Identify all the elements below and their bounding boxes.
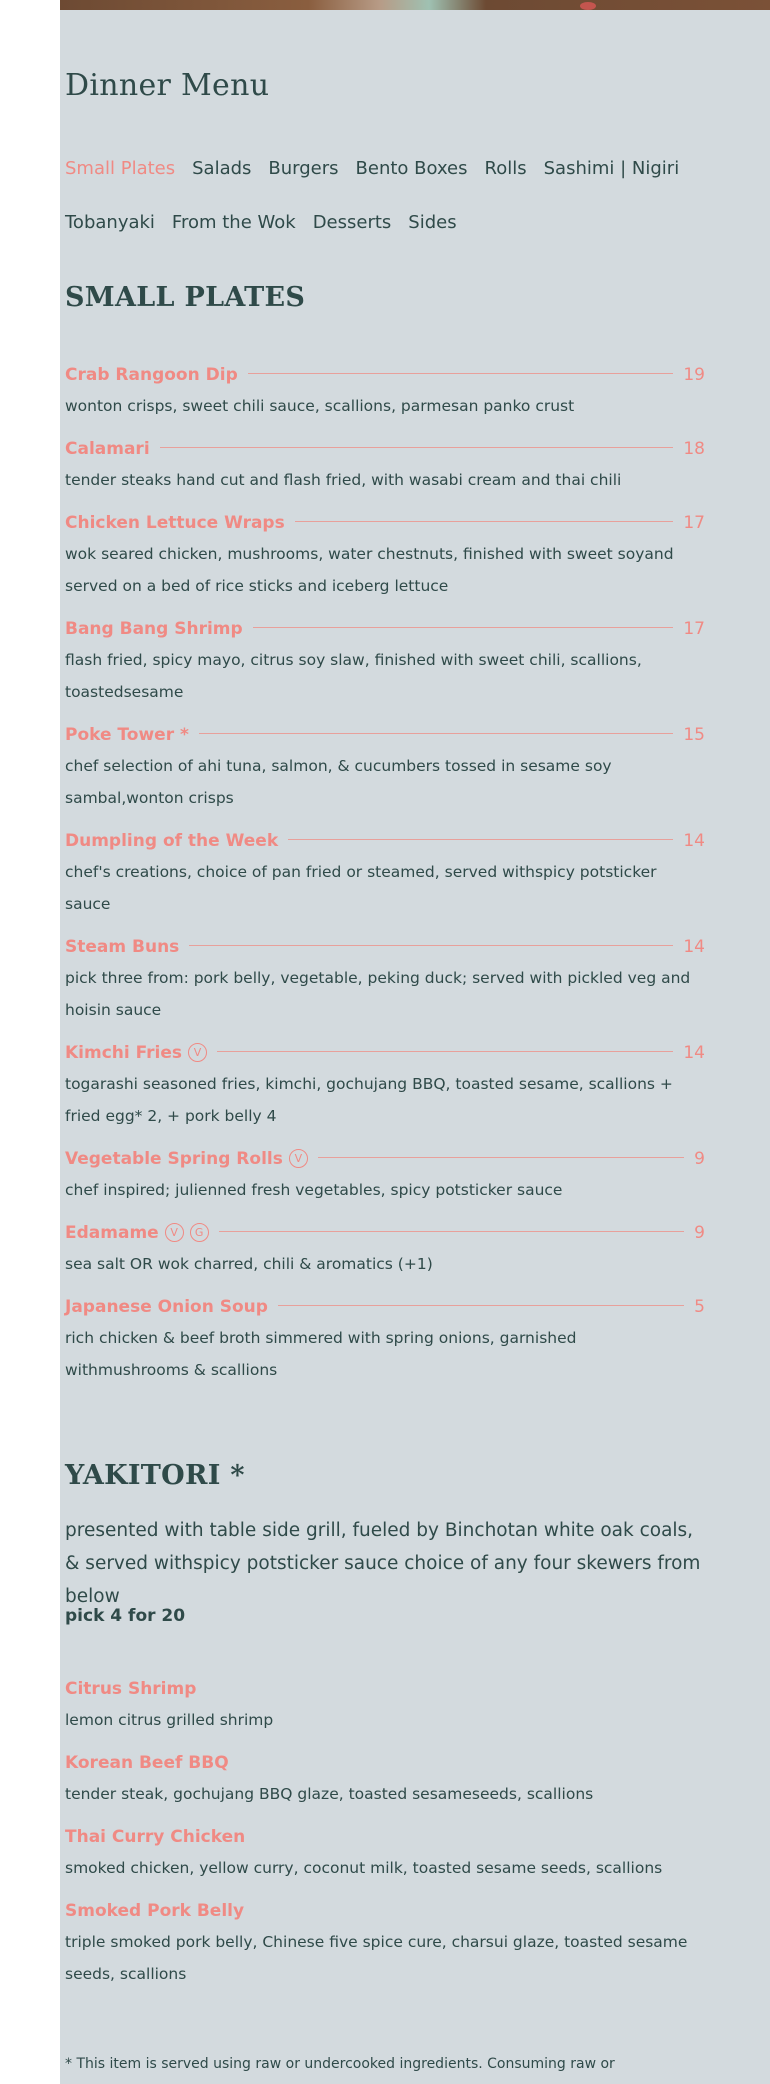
tab-burgers[interactable]: Burgers — [268, 158, 339, 179]
price-leader-line — [189, 945, 673, 946]
menu-item — [65, 360, 705, 434]
menu-item-description: pick three from: pork belly, vegetable, peking duck; served with pickled veg and hoisin sauce — [65, 969, 691, 1019]
price-leader-line — [160, 447, 674, 448]
menu-item-header — [65, 1144, 705, 1174]
menu-item-price: 14 — [683, 1043, 705, 1063]
menu-item-header — [65, 1292, 705, 1322]
tab-salads[interactable]: Salads — [192, 158, 252, 179]
raw-ingredients-footnote: * This item is served using raw or undercooked ingredients. Consuming raw or — [65, 2056, 615, 2072]
tab-bento-boxes[interactable]: Bento Boxes — [355, 158, 468, 179]
section-heading-yakitori: YAKITORI * — [65, 1460, 245, 1491]
menu-item-description: chef selection of ahi tuna, salmon, & cucumbers tossed in sesame soy sambal,wonton crisps — [65, 757, 612, 807]
menu-item — [65, 1144, 705, 1218]
menu-item — [65, 932, 705, 1038]
menu-item — [65, 434, 705, 508]
menu-item-name — [65, 1038, 207, 1068]
menu-item-description: flash fried, spicy mayo, citrus soy slaw, finished with sweet chili, scallions, toastedsesame — [65, 651, 642, 701]
menu-item-name — [65, 1822, 245, 1852]
tab-desserts[interactable]: Desserts — [312, 212, 392, 233]
menu-item-description: sea salt OR wok charred, chili & aromatics (+1) — [65, 1255, 433, 1273]
menu-item-header — [65, 1038, 705, 1068]
tab-rolls[interactable]: Rolls — [484, 158, 527, 179]
vegetarian-badge: V — [289, 1149, 308, 1168]
page-title: Dinner Menu — [65, 68, 270, 103]
menu-item — [65, 508, 705, 614]
menu-item-header — [65, 360, 705, 390]
category-tabs — [65, 152, 715, 260]
tab-tobanyaki[interactable]: Tobanyaki — [65, 212, 155, 233]
price-leader-line — [288, 839, 673, 840]
menu-item-name-text: Chicken Lettuce Wraps — [65, 513, 285, 533]
menu-item-name — [65, 360, 238, 390]
yakitori-intro: presented with table side grill, fueled by Binchotan white oak coals, & served withspicy potsticker sauce choice of any four skewers from below — [65, 1520, 701, 1607]
menu-item — [65, 1292, 705, 1398]
price-leader-line — [217, 1051, 673, 1052]
hero-image — [60, 0, 770, 10]
menu-item-name — [65, 1674, 196, 1704]
menu-item-header — [65, 1896, 705, 1926]
menu-item-price: 17 — [683, 619, 705, 639]
price-leader-line — [199, 733, 673, 734]
menu-item-description: tender steaks hand cut and flash fried, with wasabi cream and thai chili — [65, 471, 622, 489]
menu-item-name-text: Thai Curry Chicken — [65, 1827, 246, 1847]
vegetarian-badge: V — [188, 1043, 207, 1062]
menu-item — [65, 826, 705, 932]
menu-item-description: smoked chicken, yellow curry, coconut milk, toasted sesame seeds, scallions — [65, 1859, 663, 1877]
menu-item — [65, 720, 705, 826]
price-leader-line — [219, 1231, 684, 1232]
menu-item-header — [65, 1822, 705, 1852]
menu-item-name — [65, 1748, 229, 1778]
price-leader-line — [248, 373, 674, 374]
tab-small-plates[interactable]: Small Plates — [65, 158, 176, 179]
menu-item-header — [65, 826, 705, 856]
menu-item-name — [65, 720, 189, 750]
menu-item-name-text: Poke Tower * — [65, 725, 189, 745]
menu-item-price: 9 — [694, 1223, 705, 1243]
vegetarian-badge: V — [165, 1223, 184, 1242]
menu-item-price: 18 — [683, 439, 705, 459]
menu-item-header — [65, 1748, 705, 1778]
menu-item-price: 15 — [683, 725, 705, 745]
price-leader-line — [278, 1305, 684, 1306]
menu-item — [65, 614, 705, 720]
yakitori-list — [65, 1674, 705, 2002]
menu-item-description: togarashi seasoned fries, kimchi, gochujang BBQ, toasted sesame, scallions + fried egg* 2, + pork belly 4 — [65, 1075, 673, 1125]
menu-item-name-text: Citrus Shrimp — [65, 1679, 197, 1699]
menu-item-description: chef's creations, choice of pan fried or steamed, served withspicy potsticker sauce — [65, 863, 657, 913]
menu-item-name — [65, 1292, 268, 1322]
menu-item — [65, 1674, 705, 1748]
menu-item-price: 14 — [683, 831, 705, 851]
menu-item-description: lemon citrus grilled shrimp — [65, 1711, 274, 1729]
menu-item — [65, 1748, 705, 1822]
menu-item-name — [65, 932, 179, 962]
price-leader-line — [253, 627, 674, 628]
menu-item-header — [65, 720, 705, 750]
menu-item-header — [65, 614, 705, 644]
menu-item-name-text: Korean Beef BBQ — [65, 1753, 229, 1773]
menu-item-name-text: Vegetable Spring Rolls — [65, 1149, 283, 1169]
price-leader-line — [295, 521, 674, 522]
menu-item-description: wonton crisps, sweet chili sauce, scallions, parmesan panko crust — [65, 397, 575, 415]
menu-item-name-text: Smoked Pork Belly — [65, 1901, 245, 1921]
yakitori-pick-offer: pick 4 for 20 — [65, 1606, 186, 1626]
menu-item-price: 14 — [683, 937, 705, 957]
hero-image-detail — [580, 2, 596, 10]
menu-item-header — [65, 932, 705, 962]
menu-item-name-text: Edamame — [65, 1223, 159, 1243]
tab-sashimi-nigiri[interactable]: Sashimi | Nigiri — [543, 158, 680, 179]
menu-item-name — [65, 1144, 308, 1174]
gluten-free-badge: G — [190, 1223, 209, 1242]
menu-item-name — [65, 434, 150, 464]
menu-item-header — [65, 1674, 705, 1704]
menu-item-name — [65, 1896, 244, 1926]
tab-sides[interactable]: Sides — [408, 212, 457, 233]
menu-item-name — [65, 826, 278, 856]
menu-item-name-text: Kimchi Fries — [65, 1043, 183, 1063]
menu-item — [65, 1896, 705, 2002]
menu-item-header — [65, 434, 705, 464]
menu-item-name-text: Calamari — [65, 439, 150, 459]
menu-item-description: rich chicken & beef broth simmered with spring onions, garnished withmushrooms & scallions — [65, 1329, 577, 1379]
menu-item-name-text: Japanese Onion Soup — [65, 1297, 268, 1317]
menu-item-description: wok seared chicken, mushrooms, water chestnuts, finished with sweet soyand served on a bed of rice sticks and iceberg lettuce — [65, 545, 674, 595]
menu-item — [65, 1218, 705, 1292]
menu-item — [65, 1038, 705, 1144]
menu-item-price: 9 — [694, 1149, 705, 1169]
menu-item-description: tender steak, gochujang BBQ glaze, toasted sesameseeds, scallions — [65, 1785, 594, 1803]
menu-item-name-text: Dumpling of the Week — [65, 831, 279, 851]
menu-item-name-text: Steam Buns — [65, 937, 180, 957]
tab-from-the-wok[interactable]: From the Wok — [171, 212, 296, 233]
menu-item-name — [65, 614, 243, 644]
price-leader-line — [318, 1157, 684, 1158]
menu-item-price: 5 — [694, 1297, 705, 1317]
menu-item-description: chef inspired; julienned fresh vegetables, spicy potsticker sauce — [65, 1181, 563, 1199]
menu-item-name — [65, 1218, 209, 1248]
small-plates-list — [65, 360, 705, 1398]
menu-item-name-text: Crab Rangoon Dip — [65, 365, 238, 385]
section-heading-small-plates: SMALL PLATES — [65, 282, 306, 313]
menu-item-description: triple smoked pork belly, Chinese five spice cure, charsui glaze, toasted sesame seeds, scallions — [65, 1933, 688, 1983]
menu-item-header — [65, 1218, 705, 1248]
menu-item-header — [65, 508, 705, 538]
menu-item-price: 19 — [683, 365, 705, 385]
menu-item-name-text: Bang Bang Shrimp — [65, 619, 243, 639]
menu-item — [65, 1822, 705, 1896]
menu-item-name — [65, 508, 285, 538]
menu-item-price: 17 — [683, 513, 705, 533]
